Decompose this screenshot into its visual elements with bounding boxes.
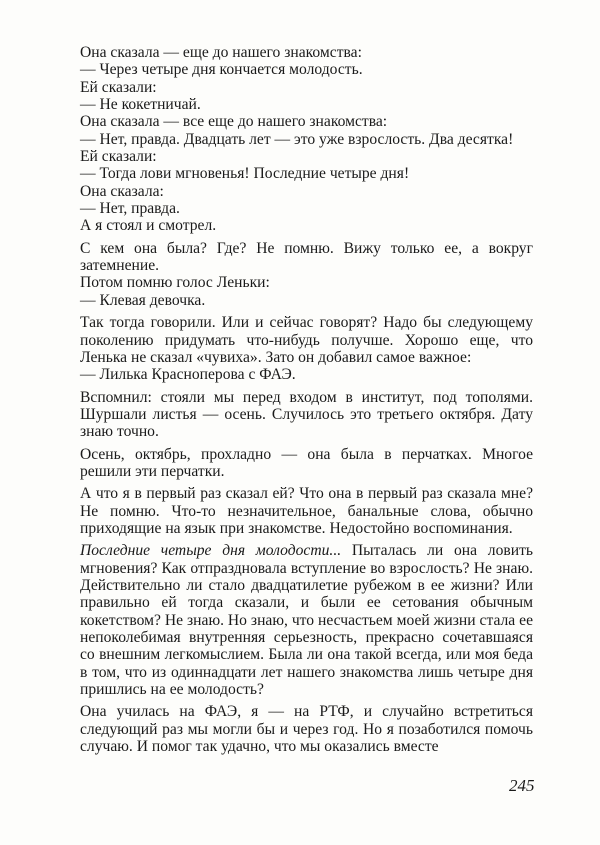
paragraph-21: Она училась на ФАЭ, я — на РТФ, и случайно встретиться следующий раз мы могли бы и через год. Но я позаботился помочь случаю. И помог так удачно, что мы оказались вместе [80,703,533,756]
paragraph-9: Она сказала: [80,182,164,200]
paragraph-12: С кем она была? Где? Не помню. Вижу только ее, а вокруг затемнение. [80,239,533,275]
paragraph-20-body: Пыталась ли она ловить мгновения? Как отпраздновала вступление во взрослость? Не знаю. Действительно ли стало двадцатилетие рубежом в ее жизни? Или правильно ей тогда сказали, и были ее сетования обычным кокетством? Не знаю. Но знаю, что несчастьем моей жизни стала ее непоколебимая внутренняя серьезность, прекрасно сочетавшаяся со внешним легкомыслием. Была ли она такой всегда, или моя беда в том, что из одиннадцати лет нашего знакомства лишь четыре дня пришлись на ее молодость? [80,542,533,699]
paragraph-8: — Тогда лови мгновенья! Последние четыре дня! [80,165,410,183]
paragraph-2: — Через четыре дня кончается молодость. [80,61,363,79]
paragraph-14: — Клевая девочка. [80,291,206,309]
paragraph-7: Ей сказали: [80,148,157,166]
paragraph-3: Ей сказали: [80,78,157,96]
paragraph-1: Она сказала — еще до нашего знакомства: [80,44,362,61]
paragraph-17: Вспомнил: стояли мы перед входом в институт, под тополями. Шуршали листья — осень. Случилось это третьего октября. Дату знаю точно. [80,388,533,441]
paragraph-18: Осень, октябрь, прохладно — она была в перчатках. Многое решили эти перчатки. [80,445,533,480]
paragraph-20-italic-lead: Последние четыре дня молодости... [80,542,342,560]
page-number: 245 [509,776,535,795]
paragraph-13: Потом помню голос Леньки: [80,274,270,292]
paragraph-20 [80,542,533,698]
paragraph-5: Она сказала — все еще до нашего знакомства: [80,113,388,131]
paragraph-10: — Нет, правда. [80,200,180,218]
paragraph-16: — Лилька Красноперова с ФАЭ. [80,366,296,384]
paragraph-19: А что я в первый раз сказал ей? Что она в первый раз сказала мне? Не помню. Что-то незначительное, банальные слова, обычно приходящие на язык при знакомстве. Недостойно воспоминания. [80,485,533,537]
paragraph-4: — Не кокетничай. [80,96,201,114]
paragraph-6: — Нет, правда. Двадцать лет — это уже взрослость. Два десятка! [80,130,514,148]
paragraph-15: Так тогда говорили. Или и сейчас говорят? Надо бы следующему поколению придумать что-нибудь получше. Хорошо еще, что Ленька не сказал «чувиха». Зато он добавил самое важное: [80,314,533,366]
paragraph-11: А я стоял и смотрел. [80,217,217,235]
body-text [80,44,533,755]
